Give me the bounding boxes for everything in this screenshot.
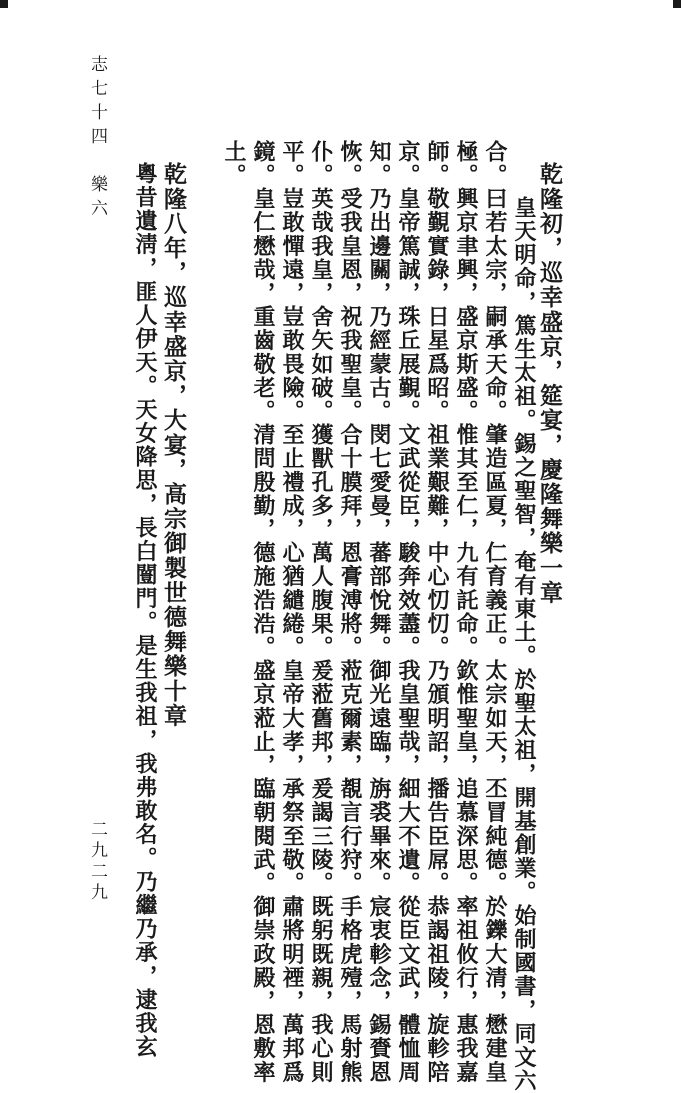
- text-column: 師。敬覲實錄，日星爲昭。祖業艱難，中心忉忉。乃頒明詔，播告臣屌。恭謁祖陵，旋軫陪: [424, 140, 450, 1084]
- text-column: 仆。英哉我皇，舍矢如破。獲獸孔多，萬人腹果。爰蒞舊邦，爰謁三陵。既躬既親，我心則: [308, 140, 334, 1084]
- text-column: 皇天明命，篤生太祖。錫之聖智，奄有東土。於聖太祖，開基創業。始制國書，同文六: [511, 196, 537, 1093]
- text-column: 合。曰若太宗，嗣承天命。肇造區夏，仁育義正。太宗如天，丕冒純德。於鑠大清，懋建皇: [482, 140, 508, 1084]
- corner-mark-left: [0, 0, 8, 8]
- text-column: 極。興京聿興，盛京斯盛。惟其至仁，九有託命。欽惟聖皇，追慕深思。率祖攸行，惠我嘉: [453, 140, 479, 1084]
- text-column: 粵昔遺淸，匪人伊天。天女降思，長白闓門。是生我祖，我弗敢名。乃繼乃承，逮我玄: [132, 162, 158, 1059]
- text-column: 知。乃出邊關，乃經蒙古。閔七愛曼，蕃部悅舞。御光遠臨，旃裘畢來。宸衷軫念，錫賚恩: [366, 140, 392, 1084]
- page-number: 二九二九: [87, 820, 107, 904]
- text-column: 恢。受我皇恩，祝我聖皇。合十膜拜，恩膏溥將。蒞克爾素，覩言行狩。手格虎殪，馬射熊: [337, 140, 363, 1084]
- section-title-2: 乾隆八年，巡幸盛京，大宴，高宗御製世德舞樂十章: [160, 162, 187, 728]
- text-column: 京。皇帝篤誠，珠丘展覲。文武從臣，駿奔效藎。我皇聖哉，細大不遺。從臣文武，體恤周: [395, 140, 421, 1084]
- corner-mark-right: [673, 0, 681, 8]
- text-column: 土。: [221, 140, 247, 188]
- text-column: 鏡。皇仁懋哉，重齒敬老。清問殷勤，德施浩浩。盛京蒞止，臨朝閱武。御崇政殿，恩敷率: [250, 140, 276, 1084]
- volume-label: 志七十四 樂六: [87, 55, 107, 223]
- text-column: 平。豈敢憚遠，豈敢畏險。至止禮成，心猶繾綣。皇帝大孝，承祭至敬。肅將明禋，萬邦爲: [279, 140, 305, 1084]
- section-title-1: 乾隆初，巡幸盛京，筵宴，慶隆舞樂一章: [536, 162, 563, 605]
